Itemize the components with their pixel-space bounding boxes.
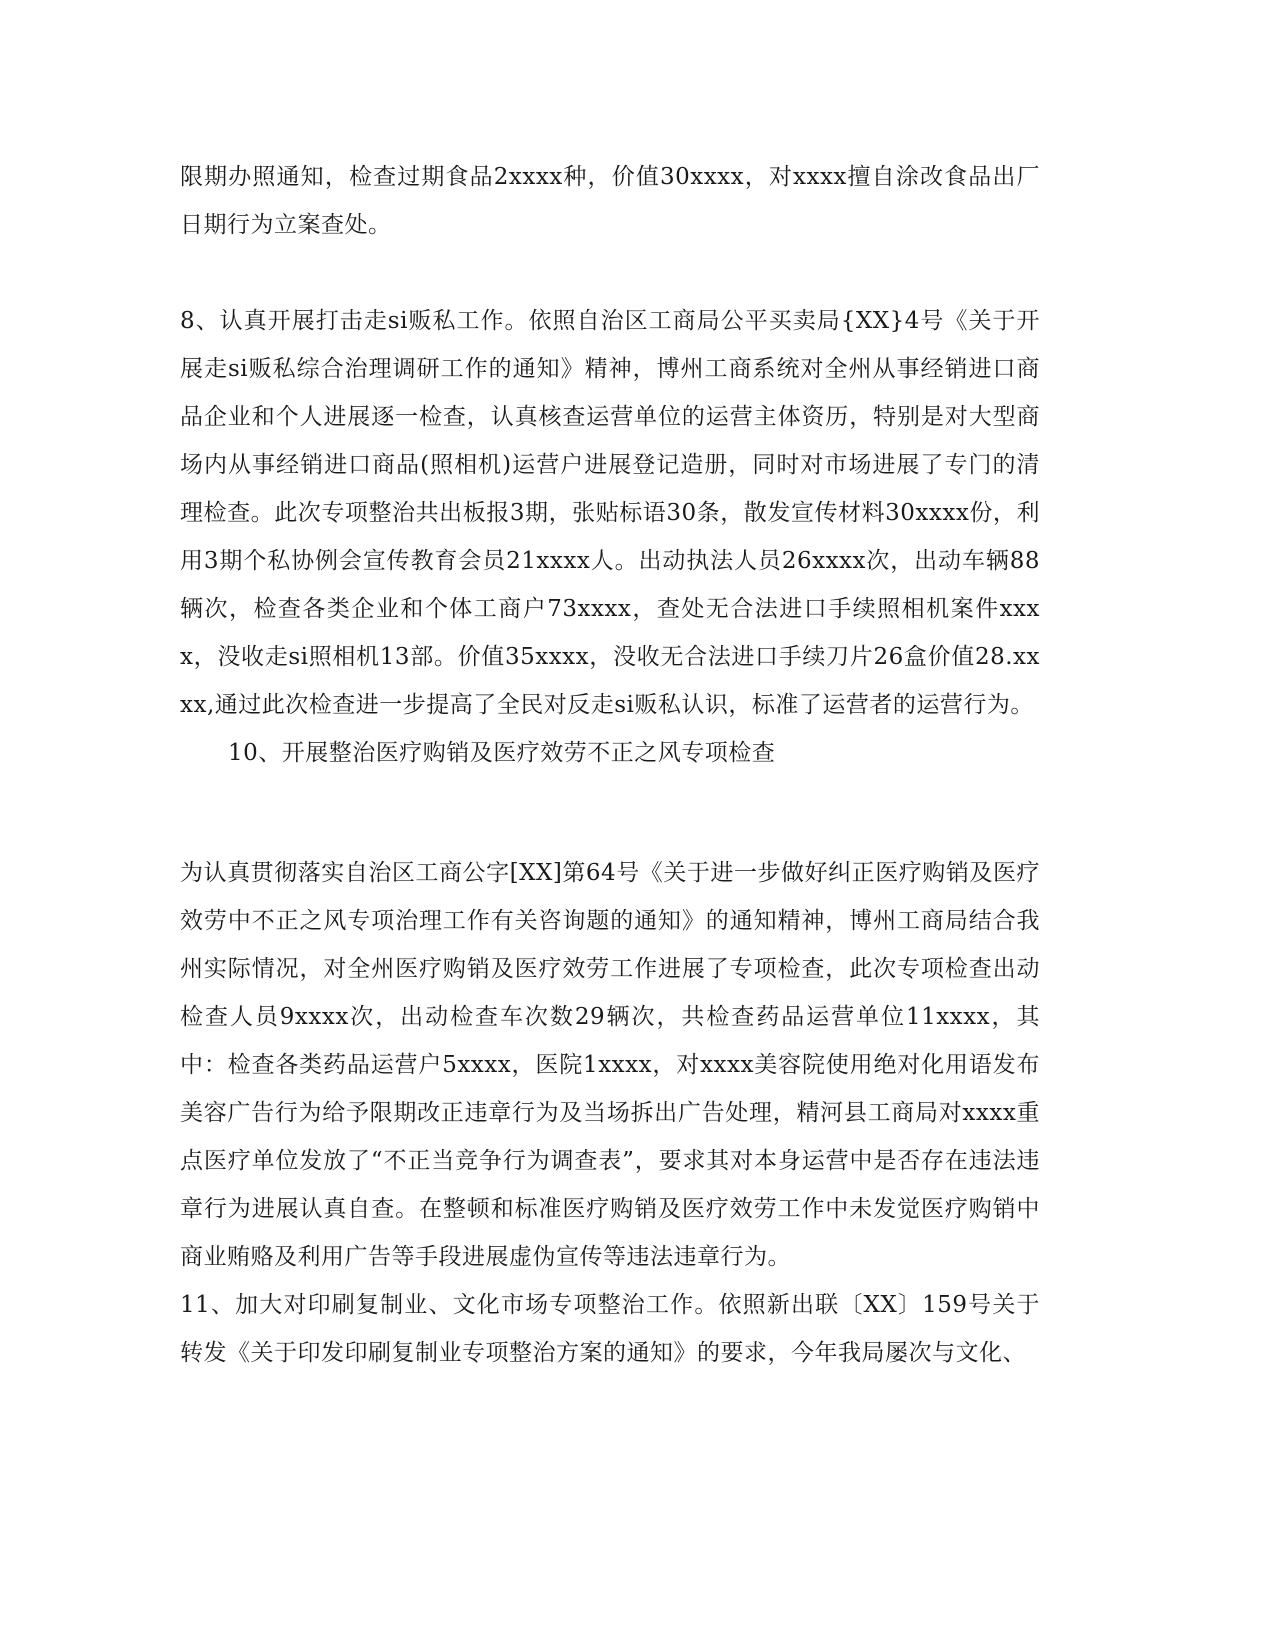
section-heading-medical: 10、开展整治医疗购销及医疗效劳不正之风专项检查 <box>228 740 776 766</box>
paragraph-printing-rectification: 11、加大对印刷复制业、文化市场专项整治工作。依照新出联〔XX〕159号关于转发《关于印发印刷复制业专项整治方案的通知》的要求，今年我局屡次与文化、 <box>180 1292 1040 1366</box>
paragraph-medical-inspection: 为认真贯彻落实自治区工商公字[XX]第64号《关于进一步做好纠正医疗购销及医疗效劳中不正之风专项治理工作有关咨询题的通知》的通知精神，博州工商局结合我州实际情况，对全州医疗购销及医疗效劳工作进展了专项检查，此次专项检查出动检查人员9xxxx次，出动检查车次数29辆次，共检查药品运营单位11xxxx，其中：检查各类药品运营户5xxxx，医院1xxxx，对xxxx美容院使用绝对化用语发布美容广告行为给予限期改正违章行为及当场拆出广告处理，精河县工商局对xxxx重点医疗单位发放了“不正当竞争行为调查表”，要求其对本身运营中是否存在违法违章行为进展认真自查。在整顿和标准医疗购销及医疗效劳工作中未发觉医疗购销中商业贿赂及利用广告等手段进展虚伪宣传等违法违章行为。 <box>180 860 1040 1270</box>
paragraph-food-inspection: 限期办照通知，检查过期食品2xxxx种，价值30xxxx，对xxxx擅自涂改食品出厂日期行为立案查处。 <box>180 164 1040 238</box>
paragraph-anti-smuggling: 8、认真开展打击走si贩私工作。依照自治区工商局公平买卖局{XX}4号《关于开展走si贩私综合治理调研工作的通知》精神，博州工商系统对全州从事经销进口商品企业和个人进展逐一检查，认真核查运营单位的运营主体资历，特别是对大型商场内从事经销进口商品(照相机)运营户进展登记造册，同时对市场进展了专门的清理检查。此次专项整治共出板报3期，张贴标语30条，散发宣传材料30xxxx份，利用3期个私协例会宣传教育会员21xxxx人。出动执法人员26xxxx次，出动车辆88辆次，检查各类企业和个体工商户73xxxx，查处无合法进口手续照相机案件xxxx，没收走si照相机13部。价值35xxxx，没收无合法进口手续刀片26盒价值28.xxxx,通过此次检查进一步提高了全民对反走si贩私认识，标准了运营者的运营行为。 <box>180 308 1040 718</box>
